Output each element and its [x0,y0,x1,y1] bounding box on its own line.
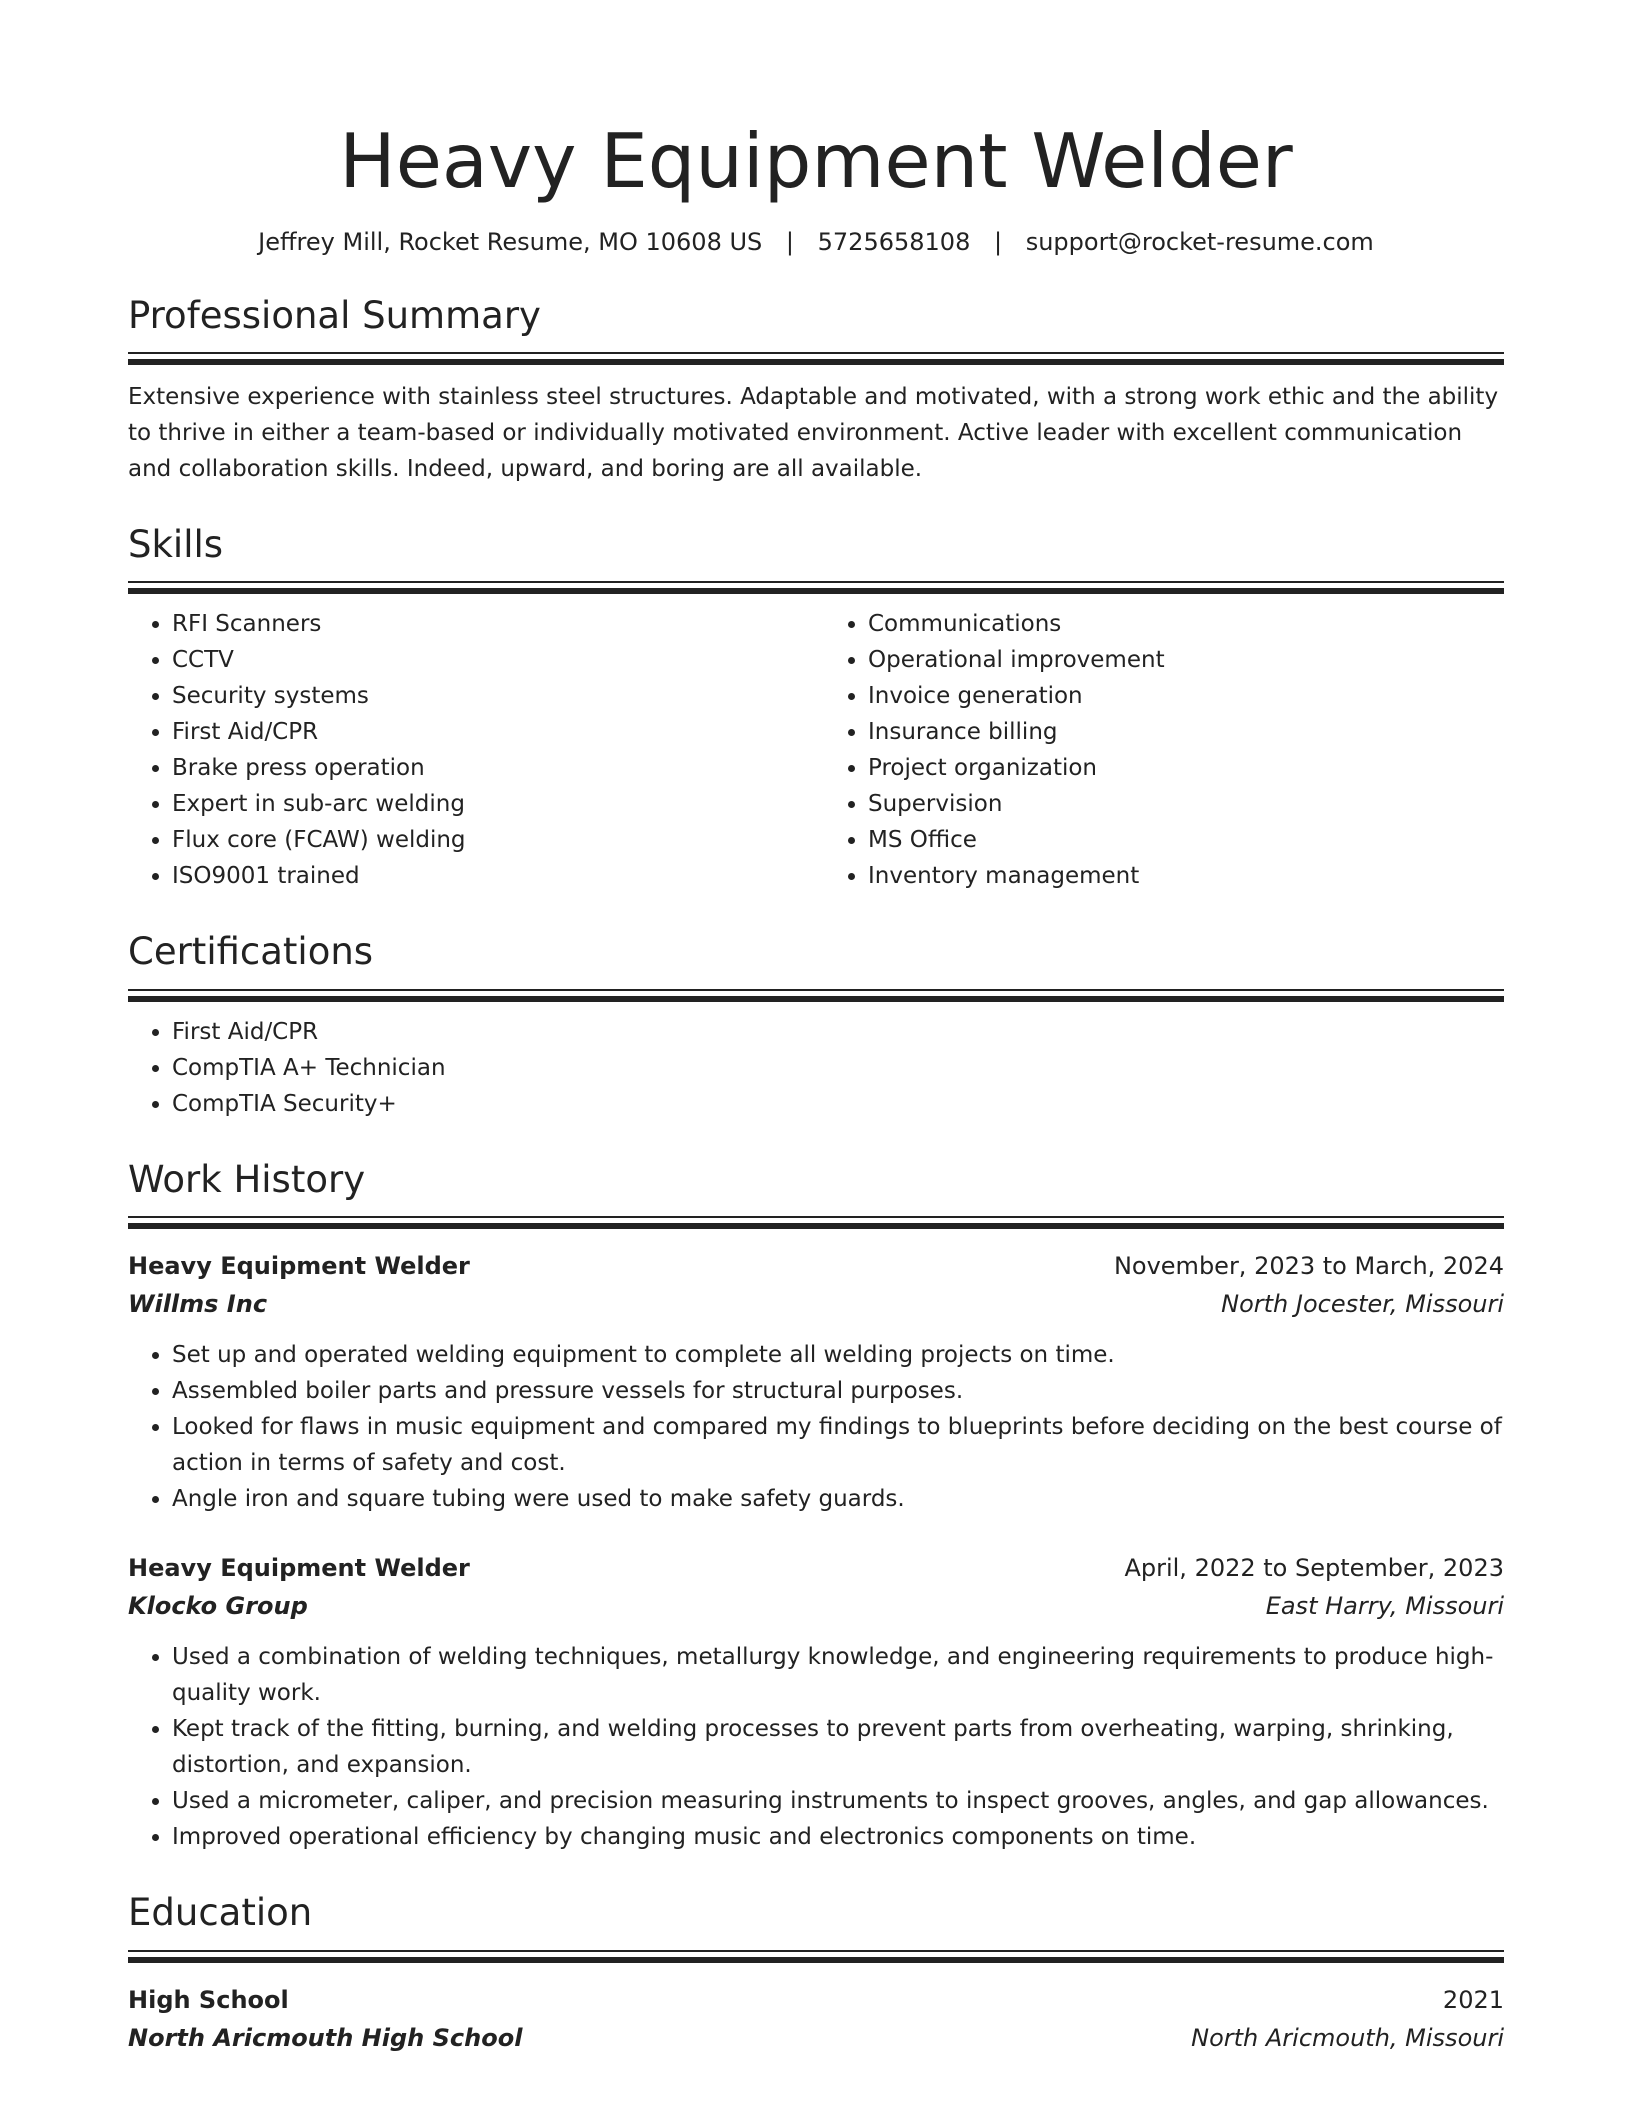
skills-list-right [816,606,1504,894]
job-company-row [128,1587,1504,1625]
skills-section [128,523,1504,894]
skill-item: • RFI Scanners [172,606,816,642]
contact-phone: 5725658108 [817,227,971,256]
summary-section [128,294,1504,487]
education-location: North Aricmouth, Missouri [1191,2023,1504,2052]
job-bullets [128,1337,1504,1517]
job-company: Klocko Group [128,1592,308,1621]
certifications-list [128,1014,1504,1122]
section-title-certifications: Certifications [128,930,374,974]
contact-line [128,227,1504,258]
skill-item: • Project organization [868,750,1504,786]
skill-item: • Flux core (FCAW) welding [172,822,816,858]
job-title: Heavy Equipment Welder [128,1554,470,1583]
job-bullet: • Kept track of the fitting, burning, and welding processes to prevent parts from overheating, warping, shrinking, distortion, and expansion. [172,1711,1504,1783]
contact-separator: | [993,227,1003,256]
education-school-row [128,2019,1504,2057]
section-title-skills: Skills [128,523,224,567]
certification-item: • CompTIA A+ Technician [172,1050,1504,1086]
contact-address: Jeffrey Mill, Rocket Resume, MO 10608 US [258,227,763,256]
skill-item: • Security systems [172,678,816,714]
section-divider [128,359,1504,365]
section-title-education: Education [128,1891,313,1935]
section-divider [128,996,1504,1002]
section-divider [128,581,1504,583]
contact-separator: | [785,227,794,256]
job-bullet: • Assembled boiler parts and pressure vessels for structural purposes. [172,1373,1504,1409]
skill-item: • First Aid/CPR [172,714,816,750]
job-dates: November, 2023 to March, 2024 [1113,1252,1504,1281]
education-header-row [128,1981,1504,2019]
skill-item: • Expert in sub-arc welding [172,786,816,822]
certification-item: • CompTIA Security+ [172,1086,1504,1122]
skill-item: • Invoice generation [868,678,1504,714]
education-year: 2021 [1442,1985,1504,2014]
education-school: North Aricmouth High School [128,2023,523,2052]
job-location: North Jocester, Missouri [1221,1290,1504,1319]
job-bullet: • Set up and operated welding equipment to complete all welding projects on time. [172,1337,1504,1373]
contact-email: support@rocket-resume.com [1025,227,1374,256]
job-company-row [128,1285,1504,1323]
work-history-section [128,1158,1504,1855]
skills-list-left [128,606,816,894]
job-location: East Harry, Missouri [1265,1592,1504,1621]
job-bullet: • Angle iron and square tubing were used to make safety guards. [172,1481,1504,1517]
job-dates: April, 2022 to September, 2023 [1124,1554,1504,1583]
section-divider [128,1223,1504,1229]
section-divider [128,989,1504,991]
skill-item: • Insurance billing [868,714,1504,750]
section-divider [128,352,1504,354]
section-title-summary: Professional Summary [128,293,541,337]
skill-item: • MS Office [868,822,1504,858]
job-header-row [128,1247,1504,1285]
summary-text: Extensive experience with stainless steel structures. Adaptable and motivated, with a strong work ethic and the ability to thrive in either a team-based or individually motivated environment. Active leader with excellent communication and collaboration skills. Indeed, upward, and boring are all available. [128,384,1499,483]
skill-item: • Supervision [868,786,1504,822]
certifications-section [128,930,1504,1121]
job-bullet: • Used a micrometer, caliper, and precision measuring instruments to inspect grooves, angles, and gap allowances. [172,1783,1504,1819]
skills-columns [128,594,1504,894]
section-title-work-history: Work History [128,1157,366,1201]
job-header-row [128,1549,1504,1587]
job-bullet: • Used a combination of welding techniques, metallurgy knowledge, and engineering requirements to produce high-quality work. [172,1639,1504,1711]
job-entry [128,1549,1504,1855]
job-company: Willms Inc [128,1290,268,1319]
certification-item: • First Aid/CPR [172,1014,1504,1050]
education-section [128,1891,1504,2056]
education-degree: High School [128,1985,289,2014]
section-divider [128,1957,1504,1963]
job-bullet: • Improved operational efficiency by changing music and electronics components on time. [172,1819,1504,1855]
job-bullet: • Looked for flaws in music equipment and compared my findings to blueprints before deciding on the best course of action in terms of safety and cost. [172,1409,1504,1481]
section-divider [128,1950,1504,1952]
skill-item: • ISO9001 trained [172,858,816,894]
job-entry [128,1247,1504,1517]
skill-item: • Inventory management [868,858,1504,894]
skill-item: • Operational improvement [868,642,1504,678]
section-divider [128,1216,1504,1218]
skill-item: • Brake press operation [172,750,816,786]
job-bullets [128,1639,1504,1855]
skill-item: • Communications [868,606,1504,642]
education-entry [128,1981,1504,2057]
skill-item: • CCTV [172,642,816,678]
resume-name: Heavy Equipment Welder [339,117,1293,205]
job-title: Heavy Equipment Welder [128,1252,470,1281]
